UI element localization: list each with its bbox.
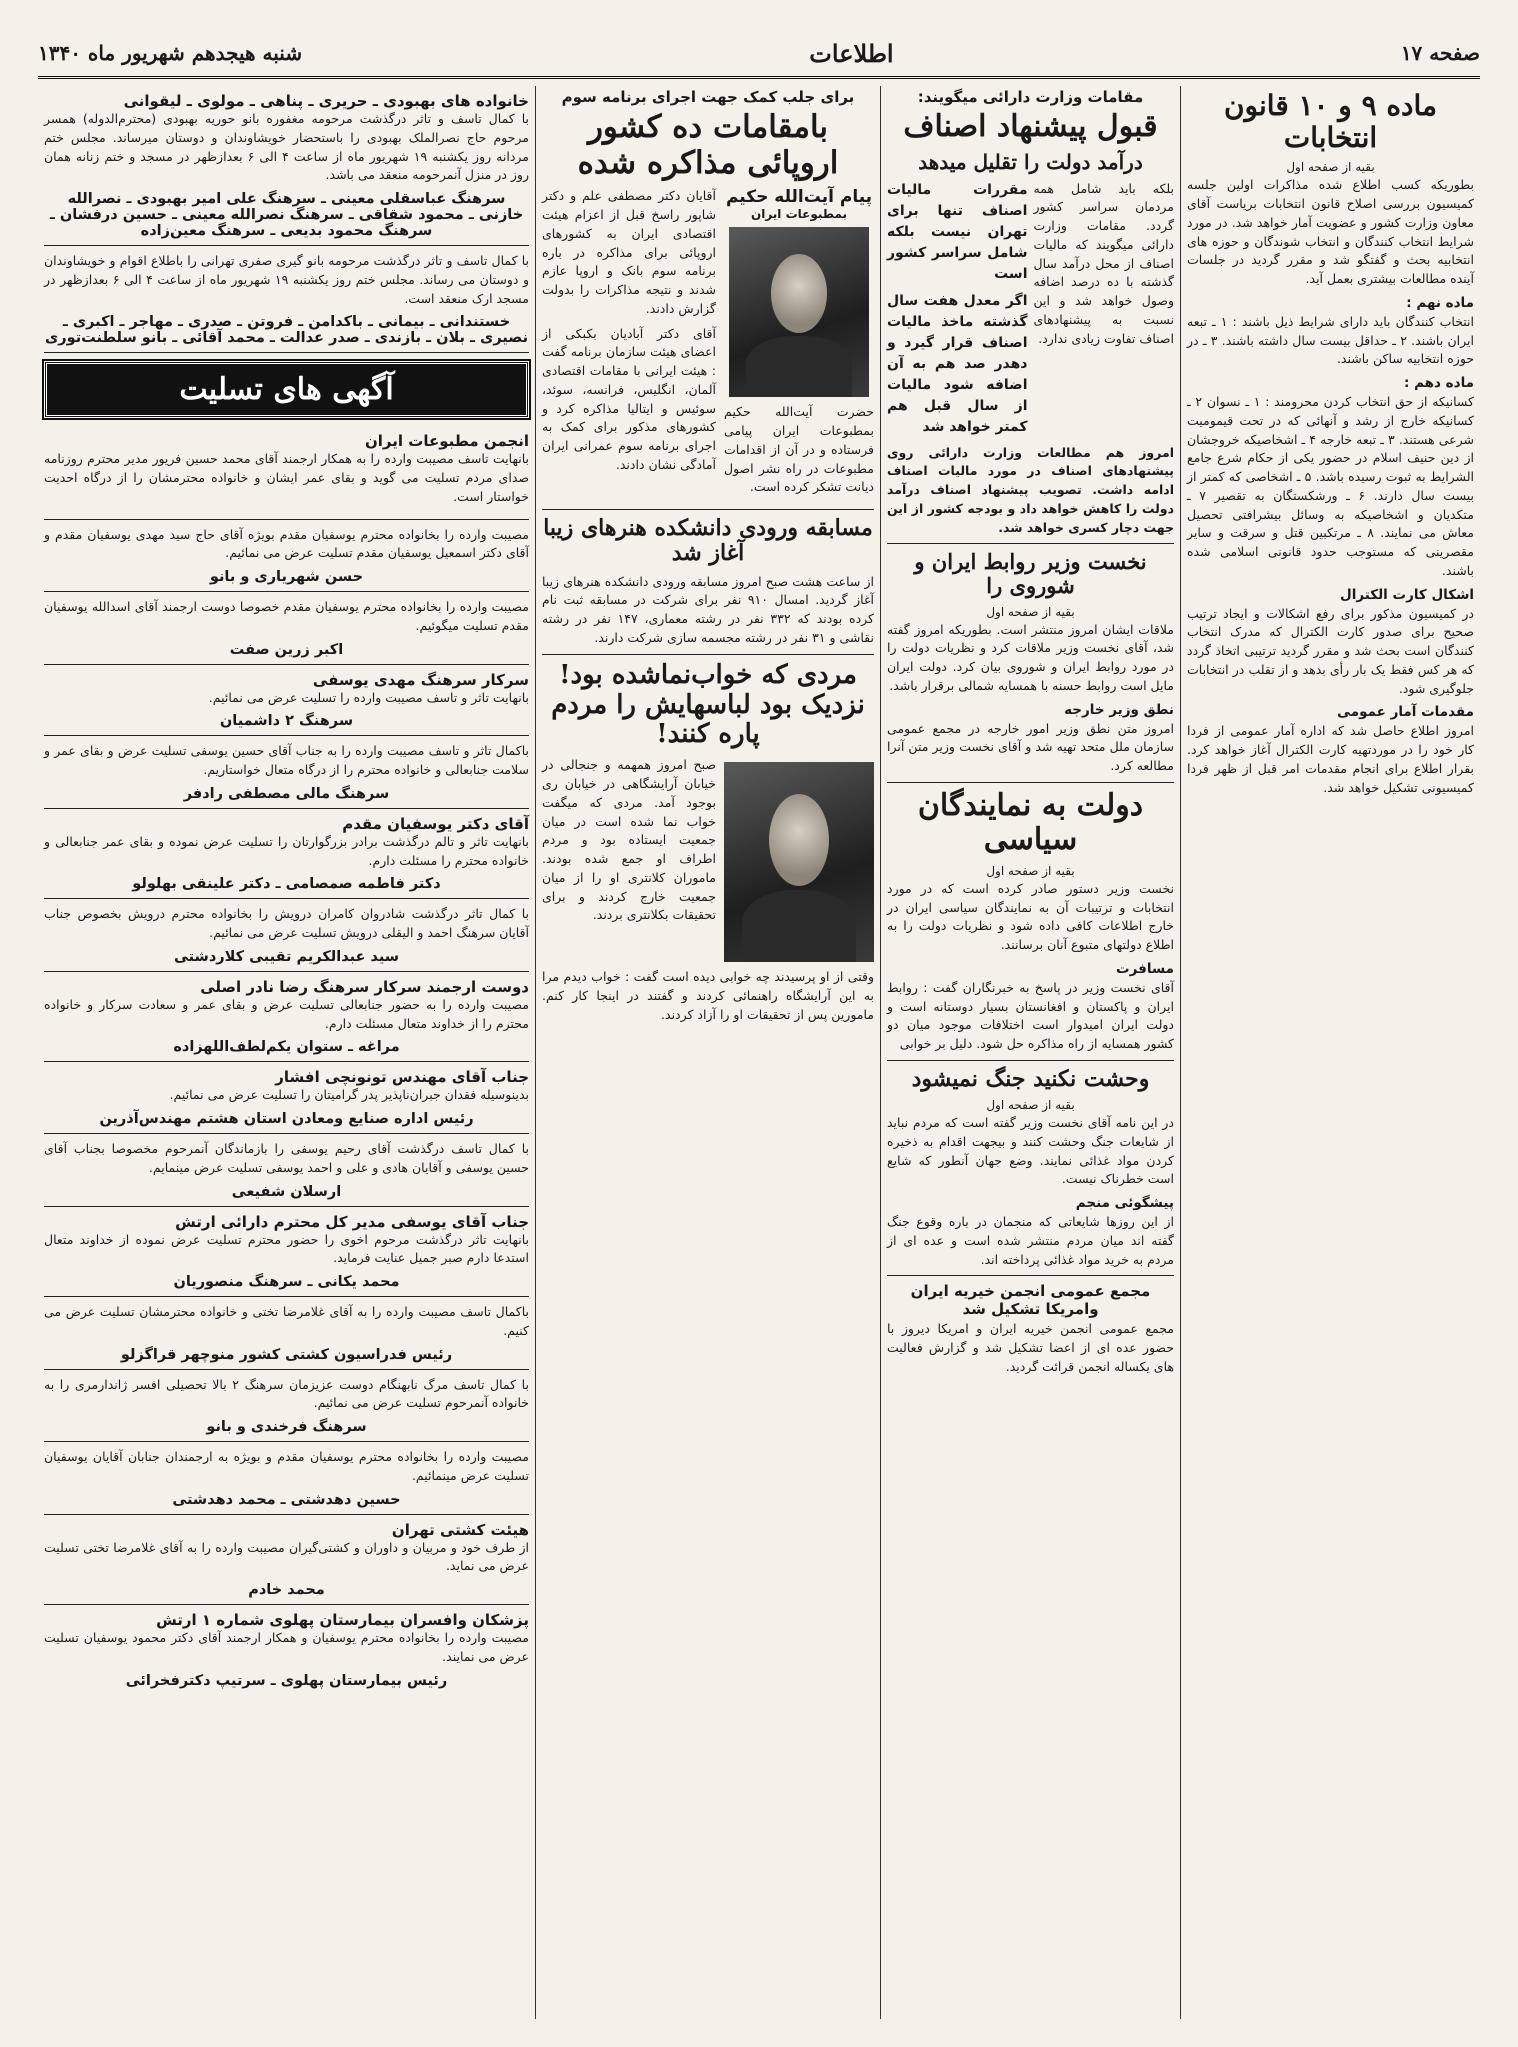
notice-signature: حسین دهدشتی ـ محمد دهدشتی (172, 1491, 401, 1508)
condolence-notice (44, 592, 529, 665)
notice-signature: ارسلان شفیعی (231, 1183, 342, 1200)
condolence-notice (44, 246, 529, 353)
notice-body: مصیبت وارده را بخانواده محترم یوسفیان و همکار ارجمند آقای دکتر محمود یوسفیان تسلیت عرض می نمایند. (44, 1630, 529, 1664)
notice-signature: رئیس بیمارستان پهلوی ـ سرتیپ دکترفخرائی (125, 1672, 448, 1689)
divider (887, 1275, 1174, 1276)
notice-body: بدینوسیله فقدان جبران‌ناپذیر پدر گرامیتان را تسلیت عرض می نمائیم. (169, 1087, 529, 1103)
article-text: بطوریکه کسب اطلاع شده مذاکرات اولین جلسه کمیسیون بررسی اصلاح قانون انتخابات بریاست آقای معاون وزارت کشور و عضویت آمار خواهد شد. در مورد شرایط انتخاب کنندگان و انتخاب شوندگان و حوزه های انتخابیه بحث و گفتگو شد و مقرر گردید در جلسات آینده مطالعات بیشتری بعمل آید. (1187, 177, 1474, 287)
notice-body: بانهایت تاثر درگذشت مرحوم اخوی را حضور محترم تسلیت عرض نموده از خداوند متعال استدعا دارم صبر جمیل عنایت فرماید. (44, 1231, 529, 1266)
notice-signature: سرهنگ عباسقلی معینی ـ سرهنگ علی امیر بهبودی ـ نصرالله خازنی ـ محمود شقاقی ـ سرهنگ نصرالله معینی ـ حسین درفشان ـ سرهنگ محمود بدیعی ـ سرهنگ معین‌زاده (49, 191, 524, 239)
notice-signature: محمد خادم (248, 1582, 325, 1598)
photo-block-hakim (724, 187, 874, 503)
notice-body: با کمال تاسف و تاثر درگذشت مرحومه بانو گیری صفری تهرانی را باطلاع اقوام و خویشاوندان و دوستان می رساند. مجلس ختم روز یکشنبه ۱۹ شهریور ماه از ساعت ۴ الی ۶ بعدازظهر در مسجد ارک منعقد است. (44, 253, 529, 306)
subhead: ماده دهم : (1404, 375, 1474, 392)
condolence-notice (44, 1370, 529, 1443)
column-europe-talks (535, 86, 880, 2019)
article-text: از ساعت هشت صبح امروز مسابقه ورودی دانشکده هنرهای زیبا آغاز گردید. امسال ۹۱۰ نفر برای شرکت در مسابقه ثبت نام کرده بودند که ۳۳۲ نفر در رشته معماری، ۱۴۷ نفر در رشته نقاشی و ۳۱ نفر در رشته مجسمه سازی شرکت دارند. (542, 573, 874, 645)
notice-signature: سرهنگ فرخندی و بانو (206, 1419, 367, 1435)
notice-body: مصیبت وارده را بخانواده محترم یوسفیان مقدم بویژه آقای حاج سید مهدی یوسفیان مقدم و آقای دکتر اسمعیل یوسفیان مقدم تسلیت عرض می نمائیم. (44, 526, 529, 561)
notice-title: خانواده های بهبودی ـ حریری ـ پناهی ـ مولوی ـ لیقوانی (123, 92, 529, 110)
divider (542, 509, 874, 510)
article-text: امروز اطلاع حاصل شد که اداره آمار عمومی از فردا کار خود را در موردتهیه کارت الکترال آغاز خواهد کرد. بقرار اطلاع برای انجام مقدمات امر قبل از ظهر فردا کمیسیونی تشکیل خواهد شد. (1187, 723, 1474, 795)
condolence-notice (44, 1207, 529, 1298)
photo-face (769, 794, 829, 886)
newspaper-name: اطلاعات (809, 38, 894, 68)
notice-body: بانهایت تاثر و تاسف مصیبت وارده را تسلیت عرض می نمائیم. (208, 689, 529, 705)
condolence-notice (44, 520, 529, 593)
article-text: از این روزها شایعاتی که منجمان در باره وقوع جنگ گفته اند میان مردم منتشر شده است و عده ای از مردم به خرید مواد غذائی پرداخته اند. (887, 1214, 1174, 1267)
subhead: نطق وزیر خارجه (1064, 701, 1174, 718)
notice-body: مصیبت وارده را به حضور جنابعالی تسلیت عرض و بقای عمر و سعادت سرکار و خانواده محترم را از خداوند متعال مسئلت دارم. (44, 996, 529, 1031)
condolence-banner: آگهی های تسلیت (44, 361, 529, 418)
notice-signature: سرهنگ ۲ داشمیان (219, 713, 354, 730)
headline-guild-proposal: قبول پیشنهاد اصناف (903, 109, 1158, 144)
article-text: کسانیکه از حق انتخاب کردن محرومند : ۱ ـ نسوان ۲ ـ کسانیکه خارج از رشد و آنهائی که در تحت قیمومیت شرعی هستند. ۳ ـ تبعه خارجه ۴ ـ اشخاصیکه خروجشان از دین حنیف اسلام در حضور یکی از حکام شرع جامع الشرایط به ثبوت رسیده باشد. ۵ ـ اشخاصی که کمتر از بیست سال دارند. ۶ ـ ورشکستگان به تقصیر ۷ ـ متکدیان و اشخاصیکه به وسائل بیشرافتی تحصیل معاش می نمایند. ۸ ـ مرتکبین قتل و سرقت و سایر مقصرینی که مستوجب حدود قانونی اسلامی شده باشند. (1187, 394, 1474, 578)
notice-signature: مراغه ـ ستوان یکم‌لطف‌اللهزاده (173, 1039, 400, 1056)
headline-charity: مجمع عمومی انجمن خیریه ایران وامریکا تشکیل شد (910, 1282, 1151, 1319)
notice-signature: حسن شهریاری و بانو (209, 569, 364, 585)
continued-label: بقیه از صفحه اول (986, 863, 1075, 878)
condolence-notice (44, 1062, 529, 1134)
notice-title: آقای دکتر یوسفیان مقدم (342, 814, 529, 833)
headline-europe: بامقامات ده کشور اروپائی مذاکره شده (577, 109, 839, 181)
notice-body: مصیبت وارده را بخانواده محترم یوسفیان مقدم خصوصا دوست ارجمند آقای اسدالله یوسفیان مقدم تسلیت میگوئیم. (44, 599, 529, 633)
bullet-point: اگر معدل هفت سال گذشته ماخذ مالیات اصناف قرار گیرد و دهدر صد هم به آن اضافه شود مالیات از سال قبل هم کمتر خواهد شد (887, 292, 1028, 435)
subhead: مسافرت (1116, 960, 1174, 977)
subhead: اشکال کارت الکترال (1340, 586, 1474, 603)
notice-body: بانهایت تاسف مصیبت وارده را به همکار ارجمند آقای محمد حسین فریور مدیر محترم روزنامه صدای مردم تسلیت می گوید و بقای عمر ایشان و خانواده محترمشان را از درگاه احدیت خواستار است. (44, 451, 529, 504)
photo-face (771, 254, 827, 332)
condolence-notice (44, 1515, 529, 1606)
subhead: ماده نهم : (1406, 294, 1474, 311)
article-text: امروز متن نطق وزیر امور خارجه در مجمع عمومی سازمان ملل متحد تهیه شد و آقای نخست وزیر متن آنرا مطالعه کرد. (887, 720, 1174, 774)
divider (887, 782, 1174, 783)
condolence-notice (44, 1297, 529, 1370)
condolence-notice (44, 665, 529, 737)
article-text: مجمع عمومی انجمن خیریه ایران و امریکا دیروز با حضور عده ای از اعضا تشکیل شد و گزارش فعالیت های یکساله انجمن قرائت گردید. (887, 1321, 1174, 1374)
article-text: ملاقات ایشان امروز منتشر است. بطوریکه امروز گفته شد، آقای نخست وزیر ملاقات کرد و نظریات دولت را در مورد روابط ایران و شوروی بیان کرد. دولت ایران مایل است روابط حسنه با همسایه شمالی برقرار باشد. (887, 621, 1174, 693)
notice-title: جناب آقای یوسفی مدیر کل محترم دارائی ارتش (175, 1212, 529, 1231)
condolence-notice (44, 1134, 529, 1207)
continued-label: بقیه از صفحه اول (986, 1098, 1075, 1113)
notice-title: هیئت کشتی تهران (391, 1520, 529, 1539)
divider (542, 654, 874, 655)
notice-signature: دکتر فاطمه صمصامی ـ دکتر علینقی بهلولو (132, 876, 441, 893)
continued-label: بقیه از صفحه اول (1286, 160, 1375, 175)
notice-body: با کمال تاسف و تاثر درگذشت مرحومه مغفوره بانو حوریه بهبودی (محترم‌الدوله) همسر مرحوم حاج نصرالملک بهبودی را باستحضار خویشاوندان و دوستان میرساند. مجلس ختم مردانه روز یکشنبه ۱۹ شهریور ماه از ساعت ۴ الی ۶ بعدازظهر در مسجد و ختم زنانه همان روز در منزل آنمرحومه منعقد می باشد. (44, 111, 529, 183)
notice-title: انجمن مطبوعات ایران (364, 432, 529, 451)
notice-body: با کمال تاسف درگذشت آقای رحیم یوسفی را بازماندگان آنمرحوم مخصوصا بجناب آقای حسین یوسفی و آقایان هادی و علی و احمد یوسفی تسلیت عرض مینمایم. (44, 1141, 529, 1175)
condolence-notice (44, 1442, 529, 1515)
article-text: آقای نخست وزیر در پاسخ به خبرنگاران گفت : روابط ایران و پاکستان و افغانستان بسیار دوستانه است و دولت ایران امیدوار است اختلافات موجود میان دو کشور همسایه از راه مذاکره حل شود. دلیل بر خوابی (887, 979, 1174, 1052)
headline-dream-man: مردی که خواب‌نماشده بود! نزدیک بود لباسهایش را مردم پاره کنند! (551, 659, 865, 750)
notice-title: سرکار سرهنگ مهدی یوسفی (312, 670, 529, 689)
column-guild-tax (880, 86, 1180, 2019)
condolence-notice (44, 86, 529, 246)
columns (38, 86, 1480, 2019)
condolence-notice (44, 972, 529, 1063)
notice-title: جناب آقای مهندس تونونچی افشار (275, 1068, 529, 1087)
article-text: بلکه باید شامل همه مردمان سراسر کشور گردد. مقامات وزارت دارائی میگویند که مالیات اصناف از محل درآمد سال گذشته با ده درصد اضافه وصول خواهد شد و این نسبت به پیشنهادهای اصناف تفاوت زیادی ندارد. (1033, 180, 1174, 346)
notice-body: با کمال تاثر درگذشت شادروان کامران درویش را بخانواده محترم درویش بخصوص جناب آقایان سرهنگ احمد و الیقلی درویش تسلیت عرض می نمائیم. (44, 906, 529, 940)
notice-body: باکمال تاسف مصیبت وارده را به آقای غلامرضا تختی و خانواده محترمشان تسلیت عرض می کنیم. (44, 1304, 529, 1338)
notice-signature: سید عبدالکریم تقیبی کلاردشتی (173, 948, 400, 965)
issue-date: شنبه هیجدهم شهریور ماه ۱۳۴۰ (38, 41, 303, 65)
notice-title: دوست ارجمند سرکار سرهنگ رضا نادر اصلی (200, 977, 529, 996)
condolence-notice (44, 736, 529, 809)
headline-diplomats: دولت به نمایندگان سیاسی (917, 787, 1144, 858)
headline-iran-soviet: نخست وزیر روابط ایران و شوروی را (914, 549, 1147, 599)
divider (887, 1060, 1174, 1061)
kicker: برای جلب کمک جهت اجرای برنامه سوم (561, 88, 855, 106)
condolence-notice (44, 899, 529, 972)
article-text: انتخاب کنندگان باید دارای شرایط ذیل باشند : ۱ ـ تبعه ایران باشند. ۲ ـ حداقل بیست سال داشته باشند. ۳ ـ در حوزه انتخابیه ساکن باشند. (1187, 313, 1474, 367)
headline-election-law: ماده ۹ و ۱۰ قانون انتخابات (1223, 89, 1438, 155)
article-text: وقتی از او پرسیدند چه خوابی دیده است گفت : خواب دیدم مرا به این آرایشگاه راهنمائی کردند و گفتند در اینجا کار کنم. مامورین پس از تحقیقات او را آزاد کردند. (542, 969, 874, 1022)
notice-signature: رئیس فدراسیون کشتی کشور منوچهر قراگزلو (120, 1346, 453, 1363)
notice-body: مصیبت وارده را بخانواده محترم یوسفیان مقدم و بویژه به ارجمندان جنابان آقایان یوسفیان تسلیت عرض مینمائیم. (44, 1449, 529, 1483)
notice-body: از طرف خود و مربیان و داوران و کشتی‌گیران مصیبت وارده را به آقای غلامرضا تختی تسلیت عرض می نماید. (44, 1539, 529, 1574)
notice-body: بانهایت تاثر و تالم درگذشت برادر بزرگوارتان را تسلیت عرض نموده و بقای عمر جنابعالی و خانواده محترم را مسئلت دارم. (44, 833, 529, 868)
notice-body: با کمال تاسف مرگ نابهنگام دوست عزیزمان سرهنگ ۲ بالا تحصیلی افسر ژاندارمری را به خانواده آنمرحوم تسلیت عرض می نمائیم. (44, 1376, 529, 1411)
page-number: صفحه ۱۷ (1400, 41, 1480, 65)
kicker: مقامات وزارت دارائی میگویند: (917, 88, 1144, 106)
article-text: حضرت آیت‌الله حکیم بمطبوعات ایران پیامی فرستاده و در آن از اقدامات مطبوعات در راه نشر اصول دیانت تشکر کرده است. (724, 404, 874, 495)
article-text: در کمیسیون مذکور برای رفع اشکالات و ایجاد ترتیب صحیح برای صدور کارت الکترال که مدرک انتخاب کنندگان است بحث شد و مقرر گردید ترتیبی اتخاذ گردد که هر کس فقط یک بار رأی بدهد و از تقلب در انتخابات جلوگیری شود. (1187, 605, 1474, 696)
condolence-notice (44, 426, 529, 519)
article-text: امروز هم مطالعات وزارت دارائی روی پیشنهادهای اصناف در مورد مالیات اصناف ادامه داشت. تصویب پیشنهاد اصناف درآمد دولت را کاهش خواهد داد و بودجه کشور از این جهت دچار کسری خواهد شد. (887, 444, 1174, 535)
condolence-notice (44, 809, 529, 900)
portrait-photo (729, 227, 869, 397)
photo-caption-title: پیام آیت‌الله حکیم (725, 187, 873, 208)
notice-signature: سرهنگ مالی مصطفی رادفر (183, 785, 390, 802)
notice-title: پزشکان وافسران بیمارستان پهلوی شماره ۱ ارتش (156, 1611, 529, 1629)
article-text: آقایان دکتر مصطفی علم و دکتر شاپور راسخ قبل از اعزام هیئت اقتصادی ایران به کشورهای اروپائی برای مذاکره در باره برنامه سوم بانک و اروپا عازم شدند و نتیجه مذاکرات را بدولت گزارش دادند. (542, 188, 716, 316)
man-photo (724, 762, 874, 962)
photo-body (746, 336, 852, 397)
article-text: آقای دکتر آبادیان بکبکی از اعضای هیئت سازمان برنامه گفت : هیئت ایرانی با مقامات اقتصادی آلمان، انگلیس، فرانسه، سوئد، سوئیس و ایتالیا مذاکره کرد و کشورهای مذکور برای کمک به اجرای برنامه سوم عمرانی ایران آمادگی نشان دادند. (542, 325, 716, 472)
headline-art-school: مسابقه ورودی دانشکده هنرهای زیبا آغاز شد (543, 515, 873, 567)
divider (887, 543, 1174, 544)
notice-signature: خستندانی ـ بیمانی ـ باکدامن ـ فروتن ـ صدری ـ مهاجر ـ اکبری ـ نصیری ـ بلان ـ بازندی ـ صدر عدالت ـ محمد آقائی ـ بانو سلطنت‌توری (44, 314, 529, 347)
article-text: نخست وزیر دستور صادر کرده است که در مورد انتخابات و ترتیبات آن به نمایندگان سیاسی ایران در خارج اطلاعات کافی داده شود و نظریات دولت را به اطلاع دولتهای متبوع آنان برسانند. (887, 880, 1174, 953)
bullet-point: مقررات مالیات اصناف تنها برای تهران نیست بلکه شامل سراسر کشور است (887, 181, 1028, 282)
subheadline: درآمد دولت را تقلیل میدهد (918, 149, 1143, 174)
article-text: در این نامه آقای نخست وزیر گفته است که مردم نباید از شایعات جنگ وحشت کنند و بیجهت اقدام به ذخیره کردن مواد غذائی نمایند. وضع جهان آنطور که شایع است خطرناک نیست. (887, 1115, 1174, 1187)
subhead: مقدمات آمار عمومی (1337, 704, 1474, 721)
subhead: پیشگوئی منجم (1075, 1195, 1174, 1212)
headline-no-war: وحشت نکنید جنگ نمیشود (911, 1065, 1150, 1092)
notice-signature: محمد یکانی ـ سرهنگ منصوریان (173, 1274, 400, 1290)
column-election-law (1180, 86, 1480, 2019)
photo-body (742, 890, 856, 962)
photo-caption-sub: بمطبوعات ایران (750, 207, 848, 222)
continued-label: بقیه از صفحه اول (986, 604, 1075, 619)
notice-signature: رئیس اداره صنایع ومعادن استان هشتم مهندس‌آذرین (99, 1111, 474, 1127)
notice-body: باکمال تاثر و تاسف مصیبت وارده را به جناب آقای حسین یوسفی تسلیت عرض و بقای عمر و سلامت جنابعالی و خانواده محترم را از درگاه متعال خواستاریم. (44, 743, 529, 777)
masthead (38, 30, 1480, 79)
notice-signature: اکبر زرین صفت (229, 641, 344, 658)
condolence-notice (44, 1605, 529, 1695)
column-obituaries (38, 86, 535, 2019)
article-text: صبح امروز همهمه و جنجالی در خیابان آرایشگاهی در خیابان ری بوجود آمد. مردی که میگفت خواب نما شده است در میان جمعیت ایستاده بود و مردم اطراف او جمع شده بودند. ماموران کلانتری او را از میان جمعیت خارج کردند و برای تحقیقات بکلانتری بردند. (542, 757, 716, 923)
